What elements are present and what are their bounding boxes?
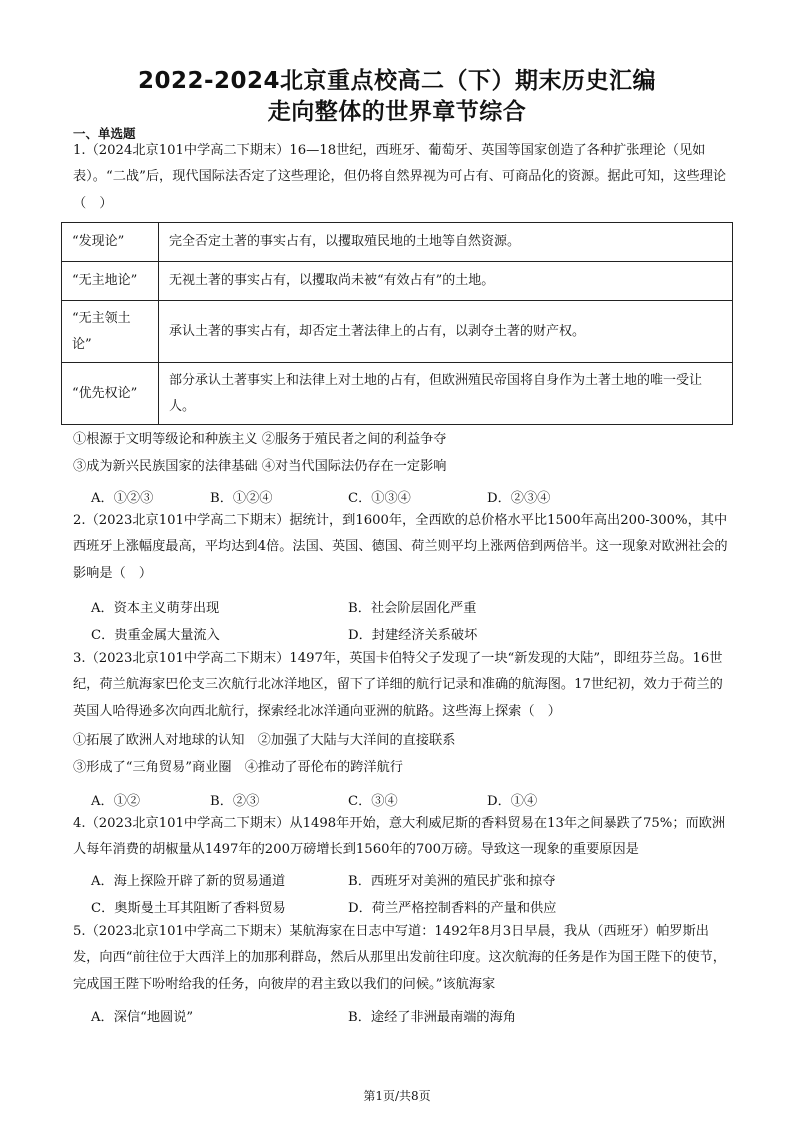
document-title-line2: 走向整体的世界章节综合 xyxy=(267,99,527,125)
option-b[interactable]: B．②③ xyxy=(210,794,260,809)
question-2-stem: 2.（2023北京101中学高二下期末）据统计，到1600年，全西欧的总价格水平比1500年高出200-300%，其中西班牙上涨幅度最高，平均达到4倍。法国、英国、德国、荷兰则平均上涨两倍到两倍半。这一现象对欧洲社会的影响是（ ） xyxy=(73,513,728,581)
option-b[interactable]: B．西班牙对美洲的殖民扩张和掠夺 xyxy=(348,874,556,889)
option-d[interactable]: D．荷兰严格控制香料的产量和供应 xyxy=(348,901,557,916)
table-row xyxy=(62,363,733,425)
option-a[interactable]: A．①②③ xyxy=(91,491,154,506)
theory-table xyxy=(61,222,733,425)
option-a[interactable]: A．海上探险开辟了新的贸易通道 xyxy=(91,874,286,889)
question-3-statement-2: ③形成了“三角贸易”商业圈 ④推动了哥伦布的跨洋航行 xyxy=(73,760,403,775)
question-3-stem: 3.（2023北京101中学高二下期末）1497年，英国卡伯特父子发现了一块“新发现的大陆”，即纽芬兰岛。16世纪，荷兰航海家巴伦支三次航行北冰洋地区，留下了详细的航行记录和准确的航海图。17世纪初，效力于荷兰的英国人哈得逊多次向西北航行，探索经北冰洋通向亚洲的航路。这些海上探索（ ） xyxy=(73,651,723,719)
table-row xyxy=(62,262,733,301)
question-5-stem: 5.（2023北京101中学高二下期末）某航海家在日志中写道：1492年8月3日早晨，我从（西班牙）帕罗斯出发，向西“前往位于大西洋上的加那利群岛，然后从那里出发前往印度。这次航海的任务是作为国王陛下的使节，完成国王陛下吩咐给我的任务，向彼岸的君主致以我们的问候。”该航海家 xyxy=(73,924,726,992)
table-cell-name: “无主地论” xyxy=(62,262,159,301)
section-heading: 一、单选题 xyxy=(73,126,136,141)
document-title-line1: 2022-2024北京重点校高二（下）期末历史汇编 xyxy=(137,68,657,94)
table-cell-desc: 无视土著的事实占有，以攫取尚未被“有效占有”的土地。 xyxy=(159,262,733,301)
option-c[interactable]: C．奥斯曼土耳其阻断了香料贸易 xyxy=(91,901,286,916)
question-1-statement-2: ③成为新兴民族国家的法律基础 ④对当代国际法仍存在一定影响 xyxy=(73,459,447,474)
option-b[interactable]: B．①②④ xyxy=(210,491,273,506)
table-cell-name: “无主领土论” xyxy=(62,301,159,363)
table-cell-desc: 部分承认土著事实上和法律上对土地的占有，但欧洲殖民帝国将自身作为土著土地的唯一受让人。 xyxy=(159,363,733,425)
option-a[interactable]: A．资本主义萌芽出现 xyxy=(91,601,220,616)
option-a[interactable]: A．①② xyxy=(91,794,141,809)
option-d[interactable]: D．封建经济关系破坏 xyxy=(348,628,478,643)
question-1-statement-1: ①根源于文明等级论和种族主义 ②服务于殖民者之间的利益争夺 xyxy=(73,432,447,447)
table-cell-desc: 完全否定土著的事实占有，以攫取殖民地的土地等自然资源。 xyxy=(159,223,733,262)
option-c[interactable]: C．③④ xyxy=(348,794,398,809)
option-b[interactable]: B．社会阶层固化严重 xyxy=(348,601,477,616)
table-cell-name: “发现论” xyxy=(62,223,159,262)
table-row xyxy=(62,223,733,262)
option-c[interactable]: C．①③④ xyxy=(348,491,411,506)
question-3-statement-1: ①拓展了欧洲人对地球的认知 ②加强了大陆与大洋间的直接联系 xyxy=(73,733,456,748)
question-4-stem: 4.（2023北京101中学高二下期末）从1498年开始，意大利威尼斯的香料贸易在13年之间暴跌了75%；而欧洲人每年消费的胡椒量从1497年的200万磅增长到1560年的700万磅。导致这一现象的重要原因是 xyxy=(73,816,726,858)
page-number: 第1页/共8页 xyxy=(363,1089,431,1103)
table-cell-name: “优先权论” xyxy=(62,363,159,425)
option-c[interactable]: C．贵重金属大量流入 xyxy=(91,628,220,643)
option-b[interactable]: B．途经了非洲最南端的海角 xyxy=(348,1010,516,1025)
question-1-stem: 1.（2024北京101中学高二下期末）16—18世纪，西班牙、葡萄牙、英国等国家创造了各种扩张理论（见如表）。“二战”后，现代国际法否定了这些理论，但仍将自然界视为可占有、可商品化的资源。据此可知，这些理论（ ） xyxy=(73,143,727,211)
table-row xyxy=(62,301,733,363)
option-d[interactable]: D．①④ xyxy=(487,794,538,809)
table-cell-desc: 承认土著的事实占有，却否定土著法律上的占有，以剥夺土著的财产权。 xyxy=(159,301,733,363)
option-a[interactable]: A．深信“地圆说” xyxy=(91,1010,194,1025)
option-d[interactable]: D．②③④ xyxy=(487,491,551,506)
